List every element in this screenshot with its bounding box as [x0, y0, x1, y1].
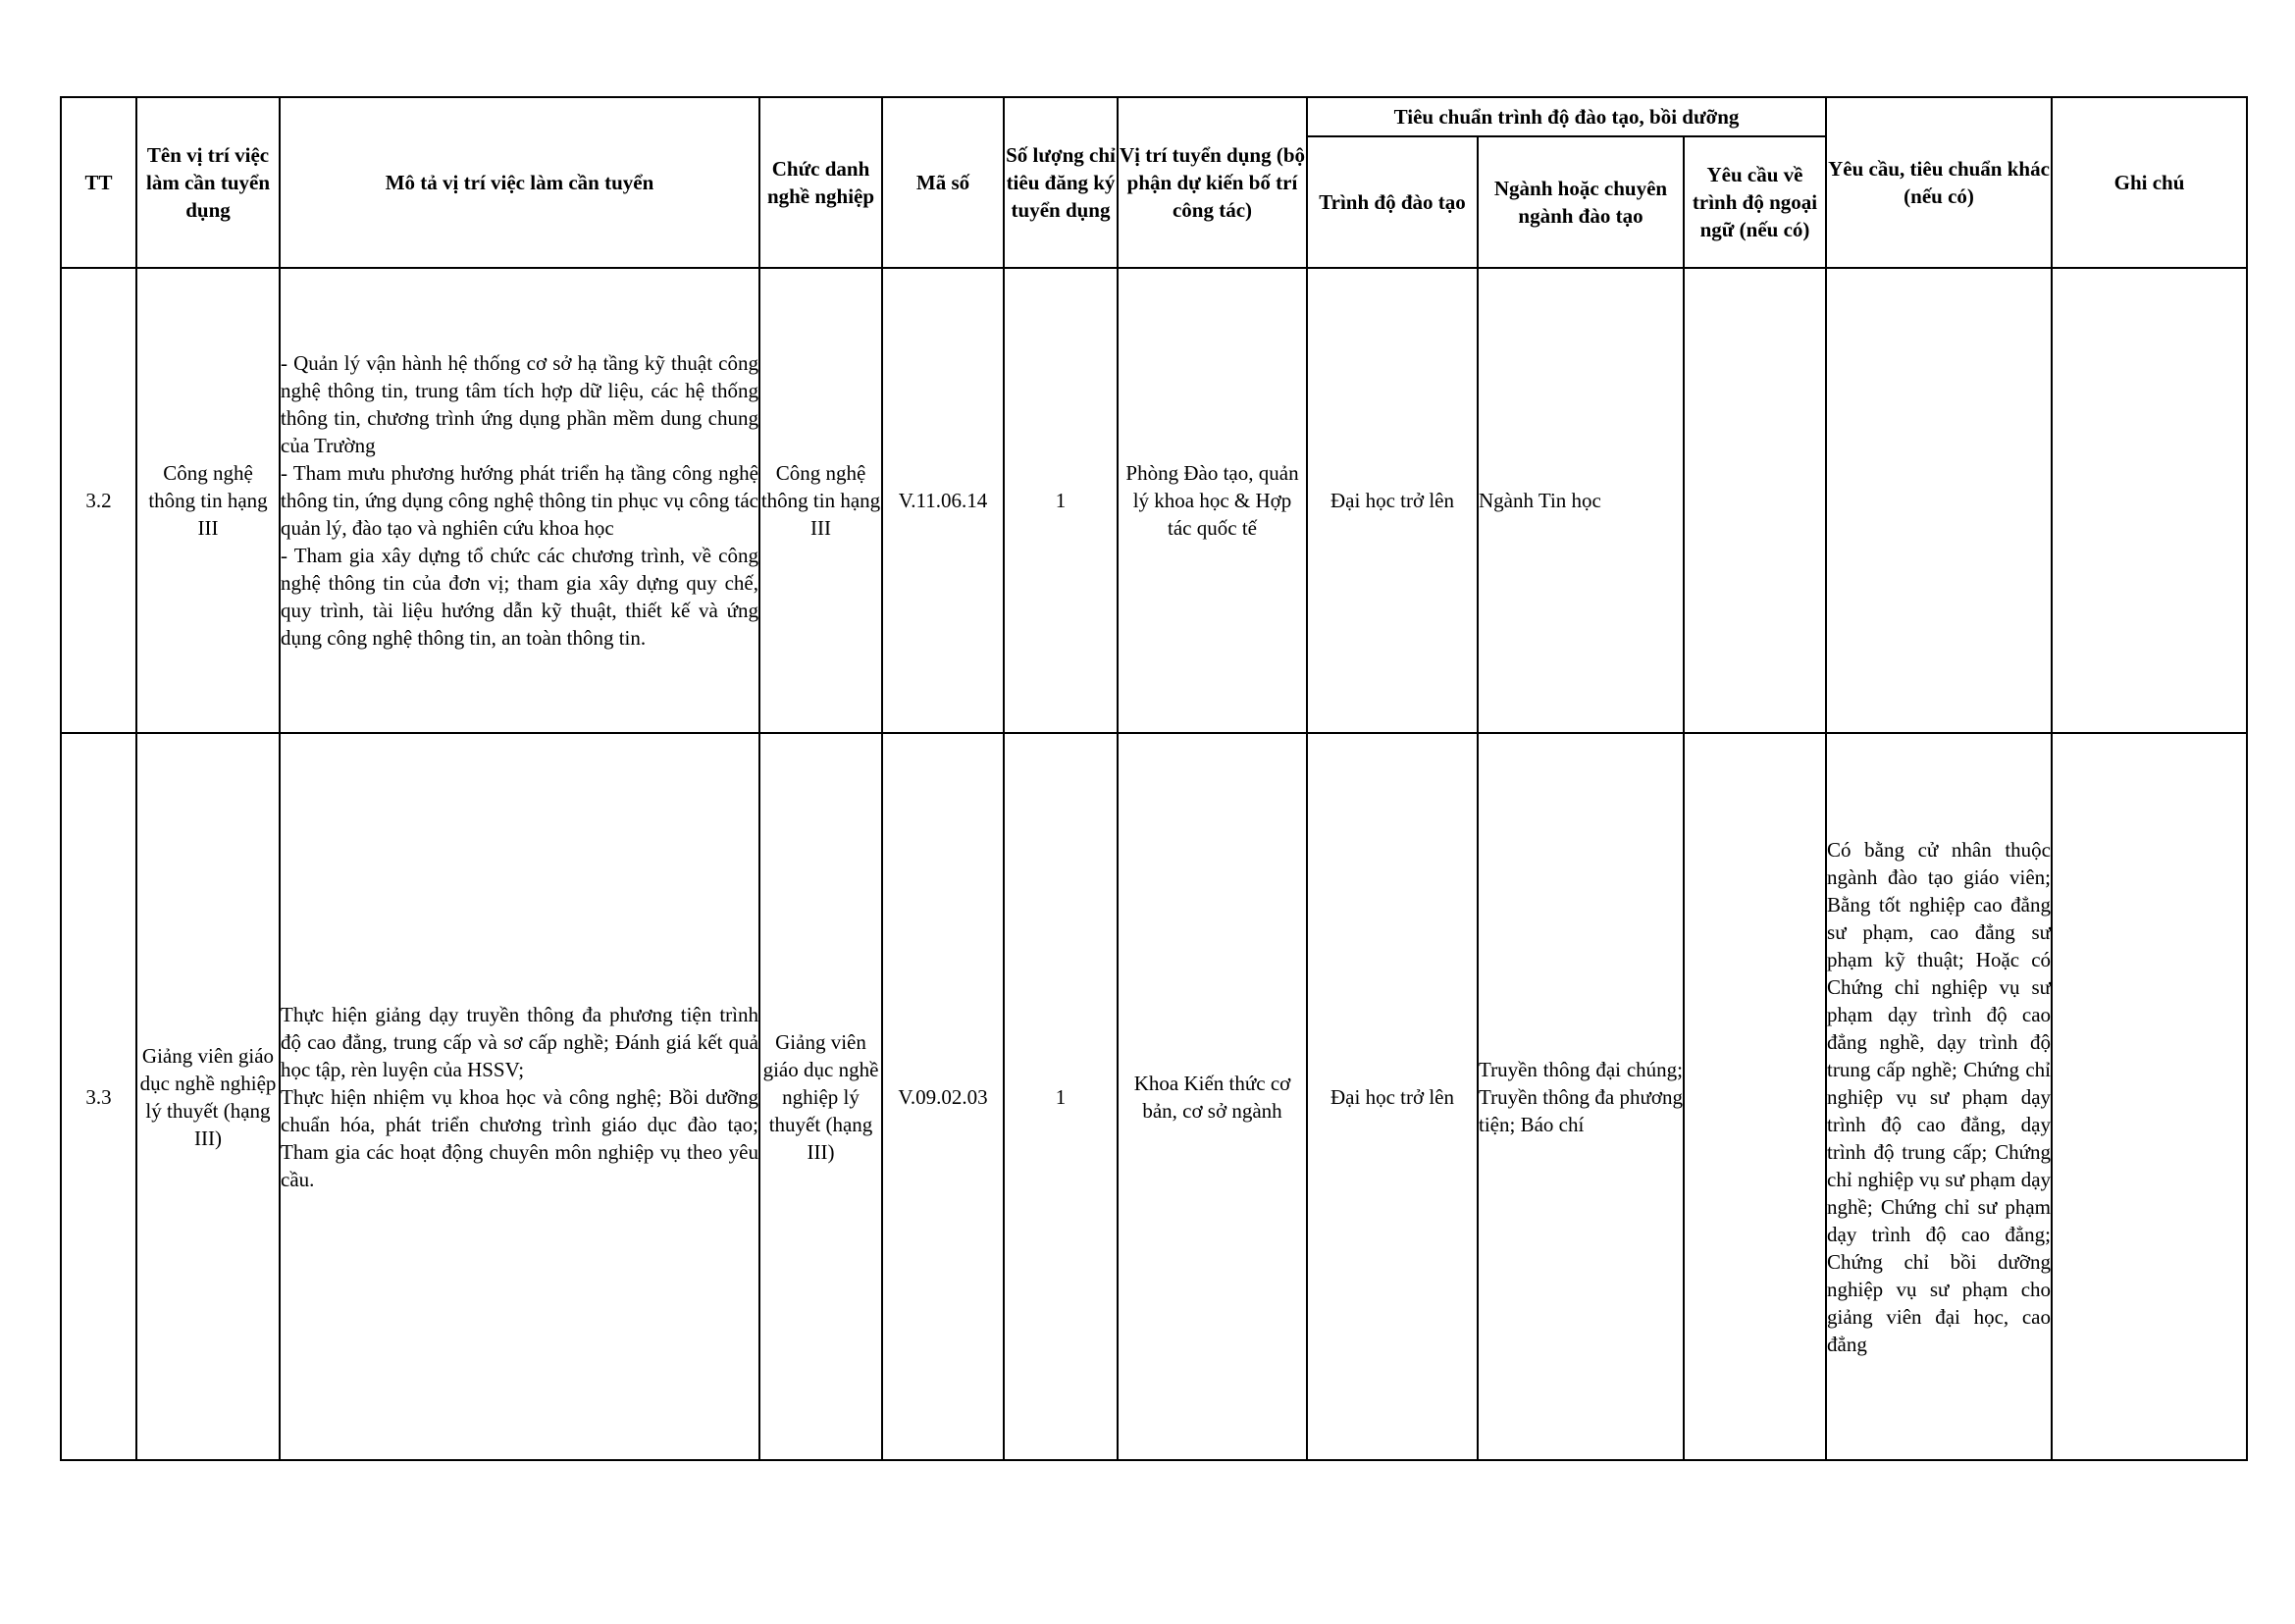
header-education-level: Trình độ đào tạo — [1307, 136, 1478, 268]
header-title: Chức danh nghề nghiệp — [759, 97, 882, 268]
cell-other: Có bằng cử nhân thuộc ngành đào tạo giáo viên; Bằng tốt nghiệp cao đẳng sư phạm, cao đẳng sư phạm kỹ thuật; Hoặc có Chứng chỉ nghiệp vụ sư phạm dạy trình độ cao đẳng nghề, dạy trình độ trung cấp nghề; Chứng chỉ nghiệp vụ sư phạm dạy trình độ cao đẳng, dạy trình độ trung cấp; Chứng chỉ nghiệp vụ sư phạm dạy nghề; Chứng chỉ sư phạm dạy trình độ cao đẳng; Chứng chỉ bồi dưỡng nghiệp vụ sư phạm cho giảng viên đại học, cao đẳng — [1826, 733, 2052, 1460]
cell-education-level: Đại học trở lên — [1307, 733, 1478, 1460]
table-row — [61, 733, 2247, 1460]
header-other-note: (nếu có) — [1904, 184, 1974, 208]
header-description: Mô tả vị trí việc làm cần tuyển — [280, 97, 759, 268]
table-row — [61, 268, 2247, 733]
cell-notes — [2052, 733, 2247, 1460]
cell-other — [1826, 268, 2052, 733]
cell-placement: Khoa Kiến thức cơ bản, cơ sở ngành — [1118, 733, 1307, 1460]
cell-title: Giảng viên giáo dục nghề nghiệp lý thuyết (hạng III) — [759, 733, 882, 1460]
cell-code: V.09.02.03 — [882, 733, 1004, 1460]
cell-description — [280, 268, 759, 733]
header-language: Yêu cầu về trình độ ngoại ngữ (nếu có) — [1684, 136, 1826, 268]
cell-description — [280, 733, 759, 1460]
cell-title: Công nghệ thông tin hạng III — [759, 268, 882, 733]
cell-notes — [2052, 268, 2247, 733]
cell-quota: 1 — [1004, 268, 1118, 733]
cell-placement: Phòng Đào tạo, quản lý khoa học & Hợp tác quốc tế — [1118, 268, 1307, 733]
cell-code: V.11.06.14 — [882, 268, 1004, 733]
description-line: Thực hiện nhiệm vụ khoa học và công nghệ; Bồi dưỡng chuẩn hóa, phát triển chương trình giáo dục đào tạo; Tham gia các hoạt động chuyên môn nghiệp vụ theo yêu cầu. — [281, 1084, 758, 1191]
description-line: - Tham gia xây dựng tổ chức các chương trình, về công nghệ thông tin của đơn vị; tham gia xây dựng quy chế, quy trình, tài liệu hướng dẫn kỹ thuật, thiết kế và ứng dụng công nghệ thông tin, an toàn thông tin. — [281, 544, 758, 650]
header-other — [1826, 97, 2052, 268]
header-quota: Số lượng chỉ tiêu đăng ký tuyển dụng — [1004, 97, 1118, 268]
header-other-label: Yêu cầu, tiêu chuẩn khác — [1828, 157, 2050, 181]
cell-language — [1684, 268, 1826, 733]
description-line: Thực hiện giảng dạy truyền thông đa phương tiện trình độ cao đẳng, trung cấp và sơ cấp nghề; Đánh giá kết quả học tập, rèn luyện của HSSV; — [281, 1002, 758, 1081]
cell-education-level: Đại học trở lên — [1307, 268, 1478, 733]
cell-tt: 3.2 — [61, 268, 136, 733]
header-training-group: Tiêu chuẩn trình độ đào tạo, bồi dưỡng — [1307, 97, 1826, 136]
recruitment-table — [60, 96, 2248, 1461]
cell-tt: 3.3 — [61, 733, 136, 1460]
header-code: Mã số — [882, 97, 1004, 268]
cell-major: Ngành Tin học — [1478, 268, 1684, 733]
cell-major: Truyền thông đại chúng; Truyền thông đa phương tiện; Báo chí — [1478, 733, 1684, 1460]
header-notes: Ghi chú — [2052, 97, 2247, 268]
cell-language — [1684, 733, 1826, 1460]
header-placement: Vị trí tuyển dụng (bộ phận dự kiến bố trí công tác) — [1118, 97, 1307, 268]
cell-quota: 1 — [1004, 733, 1118, 1460]
header-tt: TT — [61, 97, 136, 268]
description-line: - Quản lý vận hành hệ thống cơ sở hạ tầng kỹ thuật công nghệ thông tin, trung tâm tích hợp dữ liệu, các hệ thống thông tin, chương trình ứng dụng phần mềm dung chung của Trường — [281, 351, 758, 457]
header-major: Ngành hoặc chuyên ngành đào tạo — [1478, 136, 1684, 268]
description-line: - Tham mưu phương hướng phát triển hạ tầng công nghệ thông tin, ứng dụng công nghệ thông tin phục vụ công tác quản lý, đào tạo và nghiên cứu khoa học — [281, 461, 758, 540]
cell-position-name: Giảng viên giáo dục nghề nghiệp lý thuyết (hạng III) — [136, 733, 280, 1460]
cell-position-name: Công nghệ thông tin hạng III — [136, 268, 280, 733]
header-row-1 — [61, 97, 2247, 136]
header-position-name: Tên vị trí việc làm cần tuyển dụng — [136, 97, 280, 268]
